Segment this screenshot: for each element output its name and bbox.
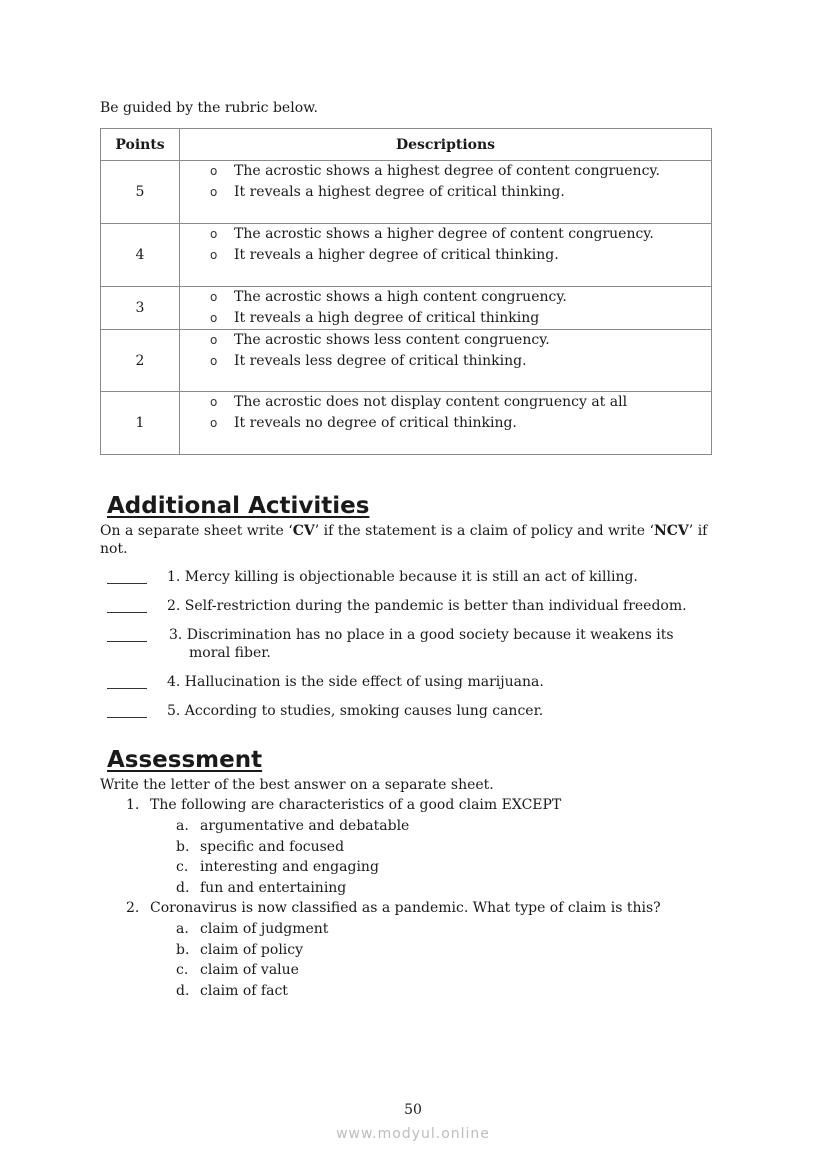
rubric-line: The acrostic does not display content congruency at all xyxy=(234,394,628,410)
rubric-line: The acrostic shows less content congruency. xyxy=(234,332,550,348)
watermark: www.modyul.online xyxy=(336,1126,490,1142)
rubric-points: 3 xyxy=(101,287,180,330)
rubric-line: The acrostic shows a high content congruency. xyxy=(234,289,567,305)
answer-blank xyxy=(107,627,147,642)
rubric-line: It reveals a higher degree of critical thinking. xyxy=(234,247,559,263)
assessment-heading: Assessment xyxy=(107,747,263,773)
rubric-points: 5 xyxy=(101,161,180,224)
activity-item: 4. Hallucination is the side effect of using marijuana. xyxy=(107,674,544,690)
answer-option: a. claim of judgment xyxy=(176,921,329,937)
rubric-description xyxy=(180,392,712,455)
rubric-header-row xyxy=(101,129,712,161)
rubric-points: 1 xyxy=(101,392,180,455)
rubric-line: It reveals a highest degree of critical thinking. xyxy=(234,184,565,200)
answer-option: c. interesting and engaging xyxy=(176,859,379,875)
rubric-row xyxy=(101,330,712,392)
rubric-row xyxy=(101,224,712,287)
activity-item: 2. Self-restriction during the pandemic is better than individual freedom. xyxy=(107,598,687,614)
answer-blank xyxy=(107,598,147,613)
answer-option: c. claim of value xyxy=(176,962,299,978)
rubric-row xyxy=(101,287,712,330)
bullet-icon: o xyxy=(210,185,218,199)
answer-option: b. claim of policy xyxy=(176,941,304,958)
rubric-row xyxy=(101,161,712,224)
bullet-icon: o xyxy=(210,248,218,262)
descriptions-header: Descriptions xyxy=(180,129,712,161)
rubric-description xyxy=(180,224,712,287)
answer-blank xyxy=(107,703,147,718)
question: 2. Coronavirus is now classified as a pandemic. What type of claim is this? xyxy=(126,900,661,916)
page-number: 50 xyxy=(404,1102,422,1118)
activity-item-continuation: moral fiber. xyxy=(189,645,271,661)
rubric-line: It reveals less degree of critical thinking. xyxy=(234,353,527,369)
points-header: Points xyxy=(101,129,180,161)
answer-option: d. claim of fact xyxy=(176,982,288,999)
answer-blank xyxy=(107,674,147,689)
bullet-icon: o xyxy=(210,333,218,347)
bullet-icon: o xyxy=(210,227,218,241)
rubric-line: The acrostic shows a higher degree of content congruency. xyxy=(234,226,654,242)
rubric-line: It reveals a high degree of critical thinking xyxy=(234,310,540,326)
answer-option: b. specific and focused xyxy=(176,838,345,855)
answer-option: d. fun and entertaining xyxy=(176,879,347,896)
rubric-description xyxy=(180,287,712,330)
assessment-questions xyxy=(126,795,661,1001)
rubric-description xyxy=(180,161,712,224)
bullet-icon: o xyxy=(210,354,218,368)
rubric-row xyxy=(101,392,712,455)
bullet-icon: o xyxy=(210,416,218,430)
rubric-points: 4 xyxy=(101,224,180,287)
question: 1. The following are characteristics of a good claim EXCEPT xyxy=(126,797,562,813)
bullet-icon: o xyxy=(210,395,218,409)
assessment-instruction: Write the letter of the best answer on a separate sheet. xyxy=(100,777,494,793)
bullet-icon: o xyxy=(210,164,218,178)
activity-item: 3. Discrimination has no place in a good society because it weakens its xyxy=(107,627,674,643)
answer-option: a. argumentative and debatable xyxy=(176,818,410,834)
bullet-icon: o xyxy=(210,290,218,304)
bullet-icon: o xyxy=(210,311,218,325)
additional-instruction: On a separate sheet write ‘CV’ if the statement is a claim of policy and write ‘NCV’ if not. xyxy=(100,523,708,557)
answer-blank xyxy=(107,569,147,584)
rubric-points: 2 xyxy=(101,330,180,392)
rubric-description xyxy=(180,330,712,392)
rubric-line: It reveals no degree of critical thinking. xyxy=(234,415,517,431)
additional-activities-heading: Additional Activities xyxy=(107,493,370,519)
activity-item: 1. Mercy killing is objectionable because it is still an act of killing. xyxy=(107,569,638,585)
intro-text: Be guided by the rubric below. xyxy=(100,100,318,116)
rubric-line: The acrostic shows a highest degree of content congruency. xyxy=(234,163,660,179)
activity-item: 5. According to studies, smoking causes lung cancer. xyxy=(107,703,543,719)
rubric-table xyxy=(100,128,712,455)
